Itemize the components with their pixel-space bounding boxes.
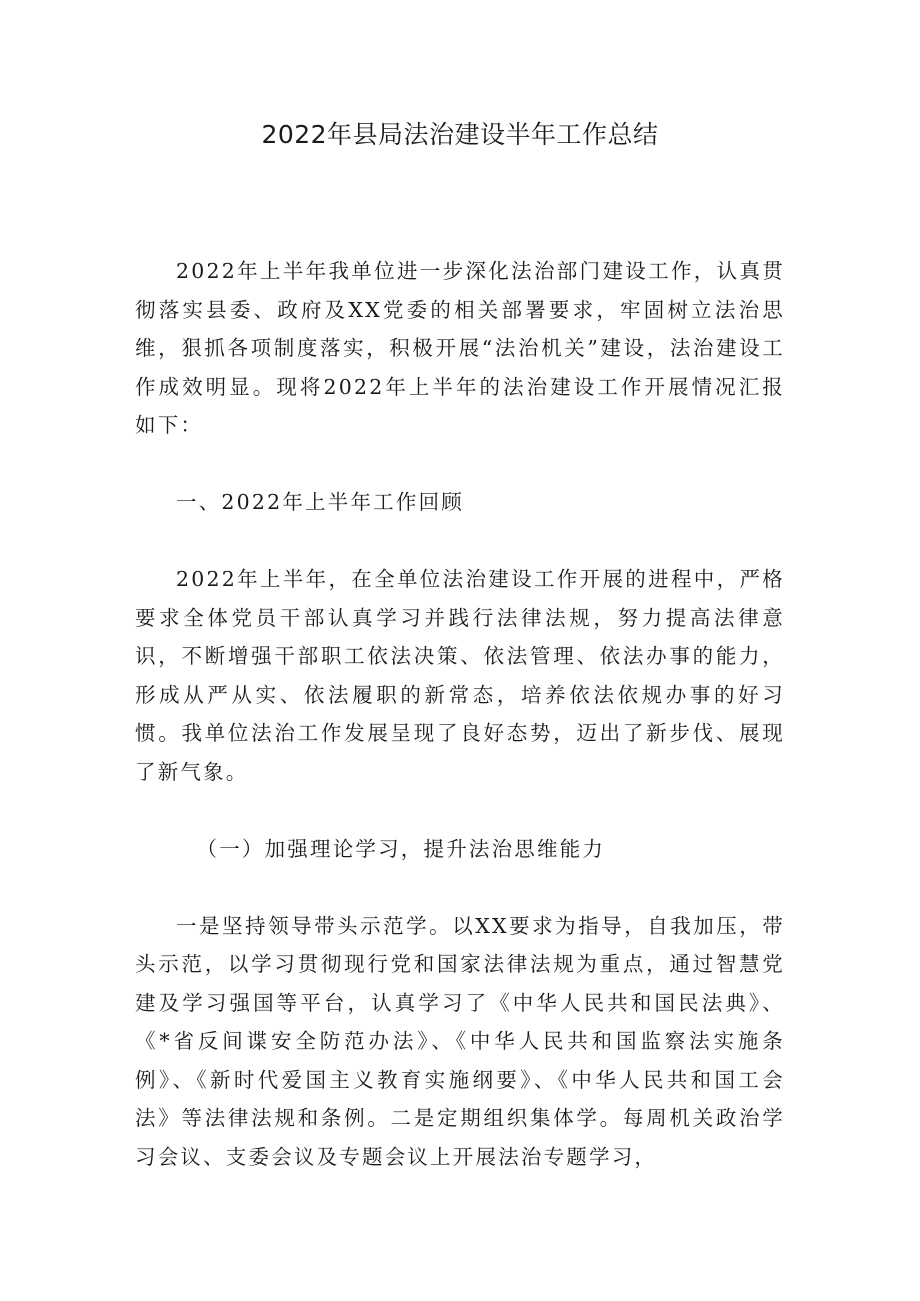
subsection-heading-theory-study: （一）加强理论学习，提升法治思维能力 (196, 836, 606, 861)
theory-study-paragraph: 一是坚持领导带头示范学。以XX要求为指导，自我加压，带头示范，以学习贯彻现行党和国家法律法规为重点，通过智慧党建及学习强国等平台，认真学习了《中华人民共和国民法典》、《*省反间谍安全防范办法》、《中华人民共和国监察法实施条例》、《新时代爱国主义教育实施纲要》、《中华人民共和国工会法》等法律法规和条例。二是定期组织集体学。每周机关政治学习会议、支委会议及专题会议上开展法治专题学习， (135, 913, 785, 1169)
document-title: 2022年县局法治建设半年工作总结 (261, 120, 659, 149)
section-heading-review: 一、2022年上半年工作回顾 (176, 490, 464, 514)
intro-paragraph: 2022年上半年我单位进一步深化法治部门建设工作，认真贯彻落实县委、政府及XX党委的相关部署要求，牢固树立法治思维，狠抓各项制度落实，积极开展“法治机关”建设，法治建设工作成效明显。现将2022年上半年的法治建设工作开展情况汇报如下： (135, 259, 785, 437)
document-body (135, 252, 785, 1215)
review-paragraph: 2022年上半年，在全单位法治建设工作开展的进程中，严格要求全体党员干部认真学习并践行法律法规，努力提高法律意识，不断增强干部职工依法决策、依法管理、依法办事的能力，形成从严从实、依法履职的新常态，培养依法依规办事的好习惯。我单位法治工作发展呈现了良好态势，迈出了新步伐、展现了新气象。 (135, 567, 785, 784)
